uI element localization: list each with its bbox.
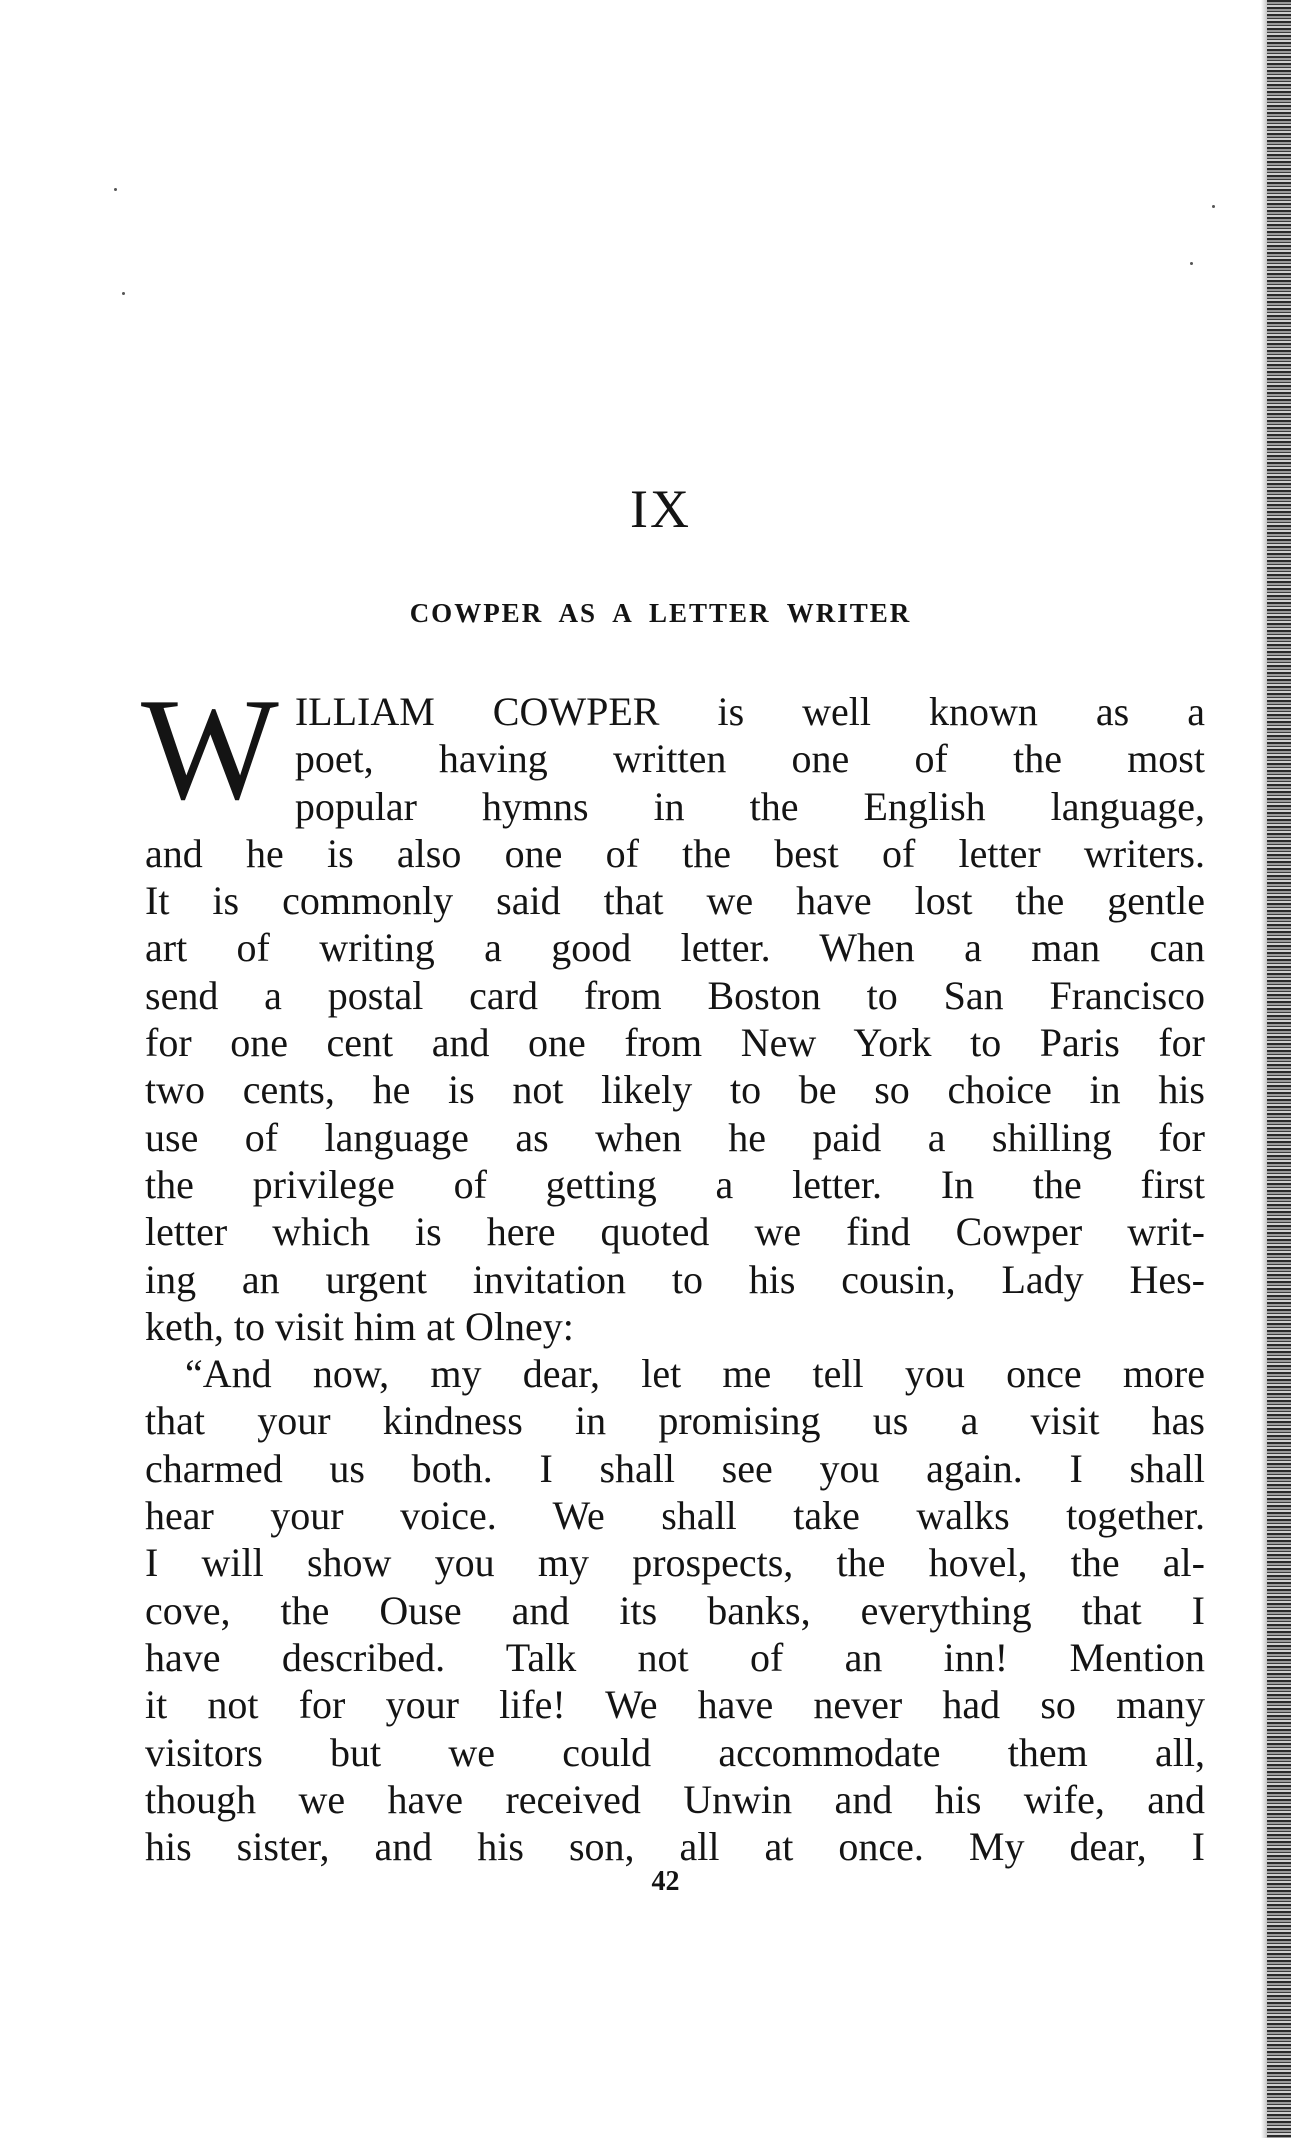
text-line: charmed us both. I shall see you again. I shall [145,1445,1205,1491]
page-number: 42 [651,1866,680,1897]
chapter-title: COWPER AS A LETTER WRITER [409,598,912,628]
text-line: I will show you my prospects, the hovel, the al- [145,1540,1205,1586]
chapter-number: IX [630,479,691,539]
text-line: poet, having written one of the most [294,736,1205,782]
text-line: hear your voice. We shall take walks together. [145,1493,1205,1539]
text-line: two cents, he is not likely to be so choice in his [145,1067,1205,1113]
text-line: letter which is here quoted we find Cowper writ- [145,1209,1205,1255]
text-line: the privilege of getting a letter. In the first [145,1161,1205,1207]
text-line: it not for your life! We have never had so many [145,1682,1205,1728]
text-line: ILLIAM COWPER is well known as a [294,689,1205,734]
drop-cap: W [141,668,279,830]
text-line: have described. Talk not of an inn! Mention [145,1634,1205,1680]
text-line: send a postal card from Boston to San Francisco [145,972,1205,1018]
text-line: his sister, and his son, all at once. My dear, I [145,1824,1205,1870]
text-line: that your kindness in promising us a visit has [145,1398,1205,1444]
text-line: though we have received Unwin and his wife, and [145,1776,1205,1822]
paper-speck [122,292,125,295]
text-line: keth, to visit him at Olney: [145,1303,574,1349]
paper-speck [114,188,117,191]
text-line: use of language as when he paid a shilling for [145,1114,1205,1160]
text-line: ing an urgent invitation to his cousin, Lady Hes- [145,1256,1205,1302]
chapter-body [141,668,1205,1870]
text-line: and he is also one of the best of letter writers. [145,830,1205,876]
paper-speck [1212,205,1215,208]
text-line: visitors but we could accommodate them all, [145,1729,1205,1775]
text-line: art of writing a good letter. When a man can [145,925,1205,971]
text-line: It is commonly said that we have lost the gentle [145,878,1205,924]
text-line: cove, the Ouse and its banks, everything that I [145,1587,1205,1633]
text-line: “And now, my dear, let me tell you once more [185,1351,1205,1397]
paper-speck [1190,262,1193,265]
text-line: popular hymns in the English language, [294,783,1205,829]
text-line: for one cent and one from New York to Paris for [145,1020,1205,1066]
page-edge-stack [1267,0,1291,2138]
